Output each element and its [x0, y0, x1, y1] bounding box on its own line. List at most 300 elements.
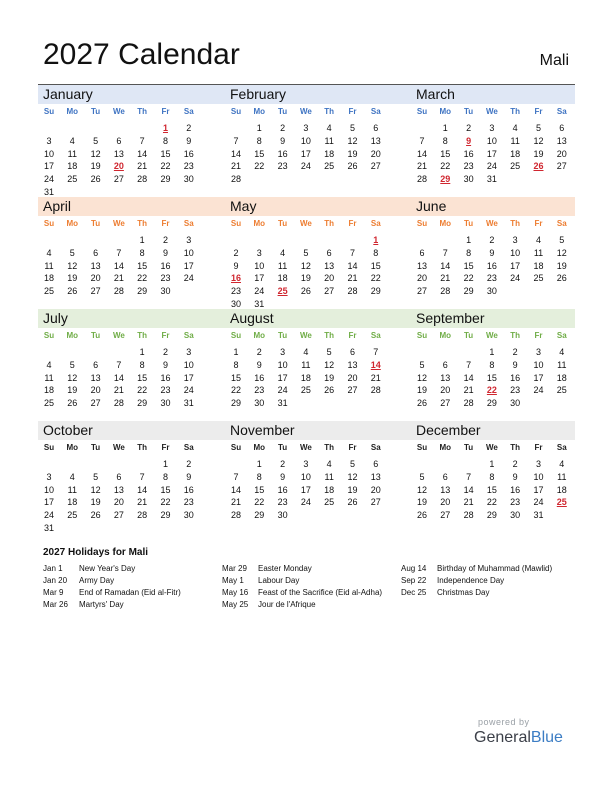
- day-cell[interactable]: 20: [370, 148, 381, 159]
- day-cell[interactable]: 24: [43, 510, 54, 521]
- day-cell[interactable]: 16: [463, 148, 474, 159]
- day-cell[interactable]: 25: [324, 497, 335, 508]
- day-cell[interactable]: 11: [324, 471, 334, 482]
- day-cell[interactable]: 14: [113, 260, 124, 271]
- day-cell[interactable]: 6: [116, 135, 122, 146]
- day-cell[interactable]: 2: [233, 247, 239, 258]
- day-cell[interactable]: 12: [347, 135, 358, 146]
- day-cell[interactable]: 16: [183, 148, 194, 159]
- day-cell[interactable]: 20: [113, 497, 124, 508]
- day-cell[interactable]: 26: [67, 286, 78, 297]
- day-cell[interactable]: 13: [347, 359, 358, 370]
- day-cell[interactable]: 27: [556, 161, 567, 172]
- day-cell[interactable]: 21: [463, 385, 474, 396]
- day-cell[interactable]: 11: [510, 135, 520, 146]
- day-cell[interactable]: 11: [533, 247, 544, 258]
- day-cell[interactable]: 31: [43, 523, 54, 533]
- day-cell[interactable]: 31: [277, 398, 288, 409]
- day-cell[interactable]: 10: [43, 484, 54, 495]
- day-cell[interactable]: 8: [442, 135, 448, 146]
- day-cell[interactable]: 22: [160, 161, 171, 172]
- day-cell[interactable]: 24: [277, 385, 288, 396]
- day-cell[interactable]: 18: [43, 273, 54, 284]
- day-cell[interactable]: 27: [440, 398, 451, 409]
- day-cell[interactable]: 6: [419, 247, 425, 258]
- day-cell[interactable]: 5: [349, 123, 355, 133]
- day-cell[interactable]: 27: [113, 510, 124, 521]
- day-cell[interactable]: 15: [463, 260, 474, 271]
- day-cell[interactable]: 27: [324, 286, 335, 297]
- day-cell[interactable]: 3: [186, 347, 192, 357]
- day-cell[interactable]: 3: [46, 135, 52, 146]
- day-cell[interactable]: 9: [186, 135, 192, 146]
- day-cell[interactable]: 22: [160, 497, 171, 508]
- day-cell[interactable]: 4: [326, 123, 332, 133]
- day-cell[interactable]: 12: [67, 260, 78, 271]
- day-cell[interactable]: 5: [349, 459, 355, 469]
- day-cell[interactable]: 21: [440, 273, 451, 284]
- day-cell[interactable]: 26: [347, 161, 358, 172]
- day-cell[interactable]: 10: [510, 247, 521, 258]
- day-cell[interactable]: 4: [559, 347, 565, 357]
- day-cell[interactable]: 25: [533, 273, 544, 284]
- day-cell[interactable]: 24: [300, 161, 311, 172]
- day-cell[interactable]: 12: [416, 372, 427, 383]
- day-cell[interactable]: 16: [160, 260, 171, 271]
- day-cell[interactable]: 25: [67, 174, 78, 185]
- day-cell[interactable]: 25: [67, 510, 78, 521]
- day-cell[interactable]: 6: [116, 471, 122, 482]
- day-cell[interactable]: 4: [69, 135, 75, 146]
- day-cell[interactable]: 3: [303, 123, 309, 133]
- day-cell[interactable]: 17: [43, 161, 54, 172]
- day-cell[interactable]: 11: [67, 484, 77, 495]
- day-cell[interactable]: 18: [324, 148, 335, 159]
- day-cell[interactable]: 15: [160, 148, 171, 159]
- day-cell[interactable]: 14: [137, 148, 148, 159]
- day-cell[interactable]: 20: [440, 497, 451, 508]
- day-cell[interactable]: 3: [512, 235, 518, 245]
- day-cell[interactable]: 8: [139, 247, 145, 258]
- day-cell[interactable]: 5: [69, 359, 75, 370]
- day-cell[interactable]: 1: [256, 459, 262, 469]
- day-cell[interactable]: 1: [162, 459, 168, 469]
- day-cell[interactable]: 30: [510, 398, 521, 409]
- day-cell[interactable]: 2: [186, 123, 192, 133]
- day-cell[interactable]: 19: [90, 497, 101, 508]
- day-cell[interactable]: 24: [43, 174, 54, 185]
- day-cell[interactable]: 12: [90, 148, 101, 159]
- day-cell[interactable]: 17: [486, 148, 497, 159]
- day-cell[interactable]: 9: [512, 471, 518, 482]
- day-cell[interactable]: 27: [347, 385, 358, 396]
- day-cell[interactable]: 31: [254, 299, 265, 309]
- day-cell[interactable]: 23: [277, 497, 288, 508]
- day-cell[interactable]: 12: [67, 372, 78, 383]
- day-cell[interactable]: 2: [162, 347, 168, 357]
- day-cell[interactable]: 5: [303, 247, 309, 258]
- day-cell[interactable]: 17: [43, 497, 54, 508]
- day-cell[interactable]: 7: [233, 471, 239, 482]
- day-cell[interactable]: 4: [326, 459, 332, 469]
- day-cell[interactable]: 4: [46, 359, 52, 370]
- day-cell[interactable]: 3: [186, 235, 192, 245]
- day-cell[interactable]: 10: [300, 471, 311, 482]
- day-cell[interactable]: 29: [486, 510, 497, 521]
- day-cell[interactable]: 11: [44, 372, 54, 383]
- day-cell[interactable]: 6: [326, 247, 332, 258]
- day-cell[interactable]: 22: [230, 385, 241, 396]
- day-cell[interactable]: 26: [300, 286, 311, 297]
- day-cell[interactable]: 8: [256, 471, 262, 482]
- day-cell[interactable]: 29: [254, 510, 265, 521]
- day-cell[interactable]: 19: [347, 484, 358, 495]
- day-cell[interactable]: 21: [370, 372, 381, 383]
- day-cell[interactable]: 11: [301, 359, 311, 370]
- day-cell[interactable]: 22: [440, 161, 451, 172]
- day-cell[interactable]: 12: [347, 471, 358, 482]
- day-cell[interactable]: 4: [559, 459, 565, 469]
- day-cell[interactable]: 26: [67, 398, 78, 409]
- day-cell[interactable]: 14: [230, 484, 241, 495]
- day-cell[interactable]: 26: [347, 497, 358, 508]
- day-cell[interactable]: 28: [137, 510, 148, 521]
- day-cell[interactable]: 30: [183, 174, 194, 185]
- day-cell[interactable]: 21: [347, 273, 358, 284]
- day-cell[interactable]: 19: [90, 161, 101, 172]
- day-cell[interactable]: 17: [300, 148, 311, 159]
- holiday-day-cell[interactable]: 26: [533, 161, 544, 172]
- day-cell[interactable]: 12: [533, 135, 544, 146]
- holiday-day-cell[interactable]: 14: [370, 359, 381, 370]
- day-cell[interactable]: 16: [486, 260, 497, 271]
- day-cell[interactable]: 29: [463, 286, 474, 297]
- day-cell[interactable]: 30: [183, 510, 194, 521]
- day-cell[interactable]: 15: [254, 148, 265, 159]
- day-cell[interactable]: 29: [160, 510, 171, 521]
- day-cell[interactable]: 13: [556, 135, 567, 146]
- day-cell[interactable]: 29: [230, 398, 241, 409]
- day-cell[interactable]: 25: [300, 385, 311, 396]
- day-cell[interactable]: 17: [277, 372, 288, 383]
- day-cell[interactable]: 5: [69, 247, 75, 258]
- holiday-day-cell[interactable]: 20: [113, 161, 124, 172]
- day-cell[interactable]: 26: [90, 174, 101, 185]
- day-cell[interactable]: 16: [277, 148, 288, 159]
- day-cell[interactable]: 26: [90, 510, 101, 521]
- holiday-day-cell[interactable]: 25: [277, 286, 288, 297]
- day-cell[interactable]: 13: [324, 260, 335, 271]
- day-cell[interactable]: 7: [139, 471, 145, 482]
- holiday-day-cell[interactable]: 1: [162, 123, 168, 133]
- day-cell[interactable]: 11: [44, 260, 54, 271]
- day-cell[interactable]: 11: [324, 135, 334, 146]
- day-cell[interactable]: 7: [419, 135, 425, 146]
- day-cell[interactable]: 21: [230, 161, 241, 172]
- day-cell[interactable]: 17: [300, 484, 311, 495]
- day-cell[interactable]: 23: [160, 273, 171, 284]
- day-cell[interactable]: 1: [489, 347, 495, 357]
- day-cell[interactable]: 13: [113, 148, 124, 159]
- day-cell[interactable]: 10: [43, 148, 54, 159]
- day-cell[interactable]: 21: [137, 497, 148, 508]
- day-cell[interactable]: 15: [160, 484, 171, 495]
- day-cell[interactable]: 13: [440, 372, 451, 383]
- day-cell[interactable]: 28: [440, 286, 451, 297]
- day-cell[interactable]: 14: [347, 260, 358, 271]
- day-cell[interactable]: 3: [489, 123, 495, 133]
- day-cell[interactable]: 21: [416, 161, 427, 172]
- day-cell[interactable]: 13: [90, 372, 101, 383]
- holiday-day-cell[interactable]: 16: [230, 273, 241, 284]
- day-cell[interactable]: 14: [440, 260, 451, 271]
- day-cell[interactable]: 6: [349, 347, 355, 357]
- day-cell[interactable]: 13: [113, 484, 124, 495]
- day-cell[interactable]: 25: [556, 385, 567, 396]
- day-cell[interactable]: 17: [533, 484, 544, 495]
- day-cell[interactable]: 16: [510, 484, 521, 495]
- day-cell[interactable]: 4: [303, 347, 309, 357]
- day-cell[interactable]: 1: [489, 459, 495, 469]
- day-cell[interactable]: 1: [139, 235, 145, 245]
- day-cell[interactable]: 2: [512, 347, 518, 357]
- day-cell[interactable]: 6: [373, 123, 379, 133]
- day-cell[interactable]: 19: [67, 385, 78, 396]
- day-cell[interactable]: 18: [556, 484, 567, 495]
- day-cell[interactable]: 29: [370, 286, 381, 297]
- day-cell[interactable]: 12: [556, 247, 567, 258]
- day-cell[interactable]: 15: [254, 484, 265, 495]
- day-cell[interactable]: 7: [349, 247, 355, 258]
- day-cell[interactable]: 23: [183, 497, 194, 508]
- day-cell[interactable]: 24: [254, 286, 265, 297]
- day-cell[interactable]: 17: [183, 372, 194, 383]
- day-cell[interactable]: 23: [510, 497, 521, 508]
- day-cell[interactable]: 24: [183, 385, 194, 396]
- day-cell[interactable]: 2: [466, 123, 472, 133]
- day-cell[interactable]: 23: [486, 273, 497, 284]
- day-cell[interactable]: 25: [43, 398, 54, 409]
- day-cell[interactable]: 29: [160, 174, 171, 185]
- day-cell[interactable]: 1: [442, 123, 448, 133]
- day-cell[interactable]: 20: [90, 273, 101, 284]
- day-cell[interactable]: 28: [113, 286, 124, 297]
- day-cell[interactable]: 10: [254, 260, 265, 271]
- day-cell[interactable]: 17: [254, 273, 265, 284]
- day-cell[interactable]: 1: [233, 347, 239, 357]
- day-cell[interactable]: 25: [43, 286, 54, 297]
- day-cell[interactable]: 23: [510, 385, 521, 396]
- day-cell[interactable]: 26: [416, 510, 427, 521]
- day-cell[interactable]: 24: [533, 385, 544, 396]
- day-cell[interactable]: 28: [230, 510, 241, 521]
- day-cell[interactable]: 19: [324, 372, 335, 383]
- day-cell[interactable]: 31: [533, 510, 544, 521]
- holiday-day-cell[interactable]: 22: [486, 385, 497, 396]
- day-cell[interactable]: 12: [90, 484, 101, 495]
- day-cell[interactable]: 18: [67, 497, 78, 508]
- day-cell[interactable]: 30: [277, 510, 288, 521]
- day-cell[interactable]: 28: [416, 174, 427, 185]
- day-cell[interactable]: 19: [533, 148, 544, 159]
- day-cell[interactable]: 29: [137, 286, 148, 297]
- day-cell[interactable]: 5: [559, 235, 565, 245]
- day-cell[interactable]: 13: [416, 260, 427, 271]
- day-cell[interactable]: 30: [463, 174, 474, 185]
- day-cell[interactable]: 28: [230, 174, 241, 185]
- day-cell[interactable]: 25: [510, 161, 521, 172]
- day-cell[interactable]: 14: [230, 148, 241, 159]
- day-cell[interactable]: 20: [556, 148, 567, 159]
- day-cell[interactable]: 17: [510, 260, 521, 271]
- day-cell[interactable]: 29: [137, 398, 148, 409]
- day-cell[interactable]: 15: [486, 372, 497, 383]
- day-cell[interactable]: 13: [370, 135, 381, 146]
- day-cell[interactable]: 21: [230, 497, 241, 508]
- day-cell[interactable]: 9: [512, 359, 518, 370]
- day-cell[interactable]: 24: [300, 497, 311, 508]
- day-cell[interactable]: 28: [463, 398, 474, 409]
- day-cell[interactable]: 4: [280, 247, 286, 258]
- day-cell[interactable]: 20: [347, 372, 358, 383]
- day-cell[interactable]: 2: [512, 459, 518, 469]
- day-cell[interactable]: 1: [139, 347, 145, 357]
- day-cell[interactable]: 11: [557, 359, 567, 370]
- day-cell[interactable]: 8: [373, 247, 379, 258]
- day-cell[interactable]: 15: [137, 260, 148, 271]
- day-cell[interactable]: 26: [324, 385, 335, 396]
- day-cell[interactable]: 2: [280, 123, 286, 133]
- day-cell[interactable]: 10: [277, 359, 288, 370]
- day-cell[interactable]: 8: [489, 359, 495, 370]
- day-cell[interactable]: 18: [43, 385, 54, 396]
- day-cell[interactable]: 12: [416, 484, 427, 495]
- day-cell[interactable]: 9: [280, 471, 286, 482]
- day-cell[interactable]: 5: [326, 347, 332, 357]
- day-cell[interactable]: 23: [160, 385, 171, 396]
- day-cell[interactable]: 7: [442, 247, 448, 258]
- day-cell[interactable]: 12: [324, 359, 335, 370]
- day-cell[interactable]: 13: [440, 484, 451, 495]
- day-cell[interactable]: 24: [183, 273, 194, 284]
- day-cell[interactable]: 23: [463, 161, 474, 172]
- day-cell[interactable]: 16: [510, 372, 521, 383]
- day-cell[interactable]: 5: [419, 471, 425, 482]
- day-cell[interactable]: 24: [510, 273, 521, 284]
- day-cell[interactable]: 23: [230, 286, 241, 297]
- day-cell[interactable]: 6: [442, 471, 448, 482]
- day-cell[interactable]: 22: [137, 385, 148, 396]
- day-cell[interactable]: 23: [254, 385, 265, 396]
- day-cell[interactable]: 10: [533, 359, 544, 370]
- day-cell[interactable]: 30: [510, 510, 521, 521]
- day-cell[interactable]: 24: [533, 497, 544, 508]
- day-cell[interactable]: 9: [489, 247, 495, 258]
- day-cell[interactable]: 18: [324, 484, 335, 495]
- day-cell[interactable]: 15: [440, 148, 451, 159]
- day-cell[interactable]: 8: [162, 471, 168, 482]
- day-cell[interactable]: 27: [113, 174, 124, 185]
- day-cell[interactable]: 14: [137, 484, 148, 495]
- day-cell[interactable]: 17: [183, 260, 194, 271]
- day-cell[interactable]: 11: [67, 148, 77, 159]
- day-cell[interactable]: 18: [67, 161, 78, 172]
- day-cell[interactable]: 15: [230, 372, 241, 383]
- day-cell[interactable]: 4: [512, 123, 518, 133]
- day-cell[interactable]: 17: [533, 372, 544, 383]
- day-cell[interactable]: 7: [139, 135, 145, 146]
- day-cell[interactable]: 25: [324, 161, 335, 172]
- day-cell[interactable]: 26: [556, 273, 567, 284]
- day-cell[interactable]: 30: [160, 286, 171, 297]
- day-cell[interactable]: 1: [466, 235, 472, 245]
- day-cell[interactable]: 10: [183, 359, 194, 370]
- day-cell[interactable]: 6: [442, 359, 448, 370]
- day-cell[interactable]: 16: [183, 484, 194, 495]
- day-cell[interactable]: 5: [93, 471, 99, 482]
- day-cell[interactable]: 18: [300, 372, 311, 383]
- day-cell[interactable]: 21: [113, 385, 124, 396]
- day-cell[interactable]: 1: [256, 123, 262, 133]
- holiday-day-cell[interactable]: 29: [440, 174, 451, 185]
- day-cell[interactable]: 28: [137, 174, 148, 185]
- day-cell[interactable]: 27: [416, 286, 427, 297]
- day-cell[interactable]: 6: [93, 359, 99, 370]
- day-cell[interactable]: 16: [160, 372, 171, 383]
- day-cell[interactable]: 22: [137, 273, 148, 284]
- day-cell[interactable]: 19: [300, 273, 311, 284]
- day-cell[interactable]: 19: [416, 385, 427, 396]
- day-cell[interactable]: 31: [43, 187, 54, 197]
- day-cell[interactable]: 31: [183, 398, 194, 409]
- day-cell[interactable]: 2: [280, 459, 286, 469]
- holiday-day-cell[interactable]: 25: [556, 497, 567, 508]
- day-cell[interactable]: 5: [93, 135, 99, 146]
- day-cell[interactable]: 9: [256, 359, 262, 370]
- day-cell[interactable]: 28: [463, 510, 474, 521]
- day-cell[interactable]: 22: [254, 497, 265, 508]
- day-cell[interactable]: 14: [463, 372, 474, 383]
- day-cell[interactable]: 22: [486, 497, 497, 508]
- day-cell[interactable]: 21: [137, 161, 148, 172]
- day-cell[interactable]: 4: [535, 235, 541, 245]
- day-cell[interactable]: 12: [300, 260, 311, 271]
- day-cell[interactable]: 26: [416, 398, 427, 409]
- day-cell[interactable]: 7: [116, 359, 122, 370]
- day-cell[interactable]: 20: [440, 385, 451, 396]
- day-cell[interactable]: 18: [510, 148, 521, 159]
- day-cell[interactable]: 8: [233, 359, 239, 370]
- day-cell[interactable]: 13: [370, 471, 381, 482]
- day-cell[interactable]: 22: [254, 161, 265, 172]
- day-cell[interactable]: 11: [277, 260, 288, 271]
- day-cell[interactable]: 27: [370, 161, 381, 172]
- day-cell[interactable]: 16: [254, 372, 265, 383]
- day-cell[interactable]: 13: [90, 260, 101, 271]
- day-cell[interactable]: 10: [486, 135, 497, 146]
- day-cell[interactable]: 18: [556, 372, 567, 383]
- day-cell[interactable]: 3: [256, 247, 262, 258]
- day-cell[interactable]: 16: [277, 484, 288, 495]
- day-cell[interactable]: 27: [90, 398, 101, 409]
- day-cell[interactable]: 27: [370, 497, 381, 508]
- day-cell[interactable]: 7: [373, 347, 379, 357]
- day-cell[interactable]: 3: [303, 459, 309, 469]
- day-cell[interactable]: 10: [533, 471, 544, 482]
- day-cell[interactable]: 22: [370, 273, 381, 284]
- day-cell[interactable]: 24: [486, 161, 497, 172]
- day-cell[interactable]: 6: [93, 247, 99, 258]
